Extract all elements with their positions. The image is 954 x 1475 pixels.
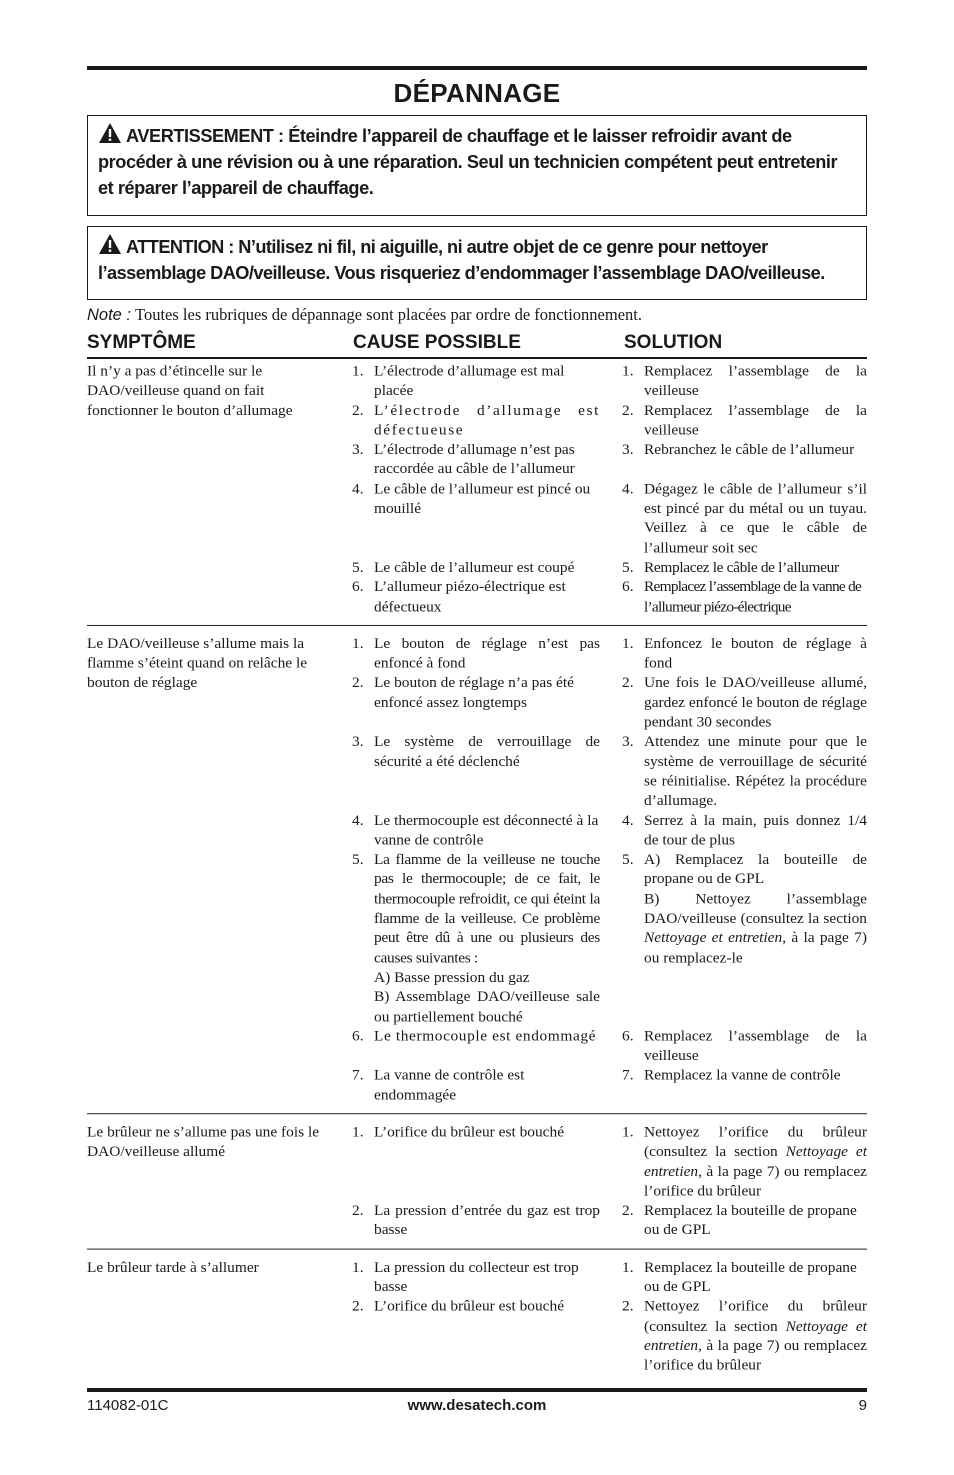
note-text: Toutes les rubriques de dépannage sont placées par ordre de fonctionnement. — [135, 305, 642, 324]
cause-cell: 7. La vanne de contrôle est endommagée — [352, 1067, 525, 1104]
table-row — [87, 733, 867, 812]
cause-cell: 4. Le thermocouple est déconnecté à la vanne de contrôle — [352, 812, 599, 849]
table-row — [87, 558, 867, 578]
header-cause: CAUSE POSSIBLE — [353, 332, 521, 353]
header-solution: SOLUTION — [624, 332, 723, 353]
top-rule — [87, 66, 867, 70]
table-group — [87, 634, 867, 1115]
cause-cell: 1. L’orifice du brûleur est bouché — [352, 1123, 565, 1141]
solution-cell: 7. Remplacez la vanne de contrôle — [622, 1067, 841, 1084]
header-symptom: SYMPTÔME — [87, 332, 196, 353]
warning-box — [87, 115, 867, 216]
solution-cell: 2. Remplacez la bouteille de propane ou de GPL — [622, 1202, 857, 1239]
symptom-cell: Le brûleur tarde à s’allumer — [87, 1259, 259, 1276]
table-group — [87, 361, 867, 626]
document-code: 114082-01C — [87, 1397, 169, 1414]
solution-cell: 1. Enfoncez le bouton de réglage à fond — [622, 635, 867, 672]
solution-cell: 3. Rebranchez le câble de l’allumeur — [622, 441, 855, 458]
table-row — [87, 578, 867, 617]
cause-cell: 2. L’orifice du brûleur est bouché — [352, 1298, 565, 1315]
cause-cell: 3. L’électrode d’allumage n’est pas raccordée au câble de l’allumeur — [352, 441, 575, 478]
cause-cell: 3. Le système de verrouillage de sécurité a été déclenché — [352, 733, 600, 770]
caution-text: ATTENTION : N’utilisez ni fil, ni aiguille, ni autre objet de ce genre pour nettoyer l’assemblage DAO/veilleuse. Vous risqueriez d’endommager l’assemblage DAO/veilleuse. — [98, 237, 825, 283]
page-number: 9 — [858, 1397, 867, 1414]
symptom-cell: Le DAO/veilleuse s’allume mais la flamme s’éteint quand on relâche le bouton de réglage — [87, 635, 308, 692]
cause-cell: 6. Le thermocouple est endommagé — [352, 1027, 597, 1045]
bottom-rule — [87, 1388, 867, 1392]
solution-cell: 5. A) Remplacez la bouteille de propane ou de GPL B) Nettoyez l’assemblage DAO/veilleuse (consultez la section Nettoyage et entretien, à la page 7) ou remplacez-le — [622, 851, 867, 966]
cause-cell: 5. Le câble de l’allumeur est coupé — [352, 559, 575, 576]
warning-triangle-icon — [98, 122, 122, 144]
table-row — [87, 440, 867, 479]
header-rule — [87, 357, 867, 359]
cause-cell: 2. L’électrode d’allumage est défectueuse — [352, 402, 600, 439]
solution-cell: 2. Une fois le DAO/veilleuse allumé, gardez enfoncé le bouton de réglage pendant 30 secondes — [622, 674, 867, 731]
note-label: Note : — [87, 306, 132, 324]
cause-cell: 1. Le bouton de réglage n’est pas enfoncé à fond — [352, 635, 600, 672]
solution-cell: 5. Remplacez le câble de l’allumeur — [622, 559, 839, 576]
cause-cell: 1. L’électrode d’allumage est mal placée — [352, 362, 565, 399]
solution-cell: 2. Nettoyez l’orifice du brûleur (consultez la section Nettoyage et entretien, à la page 7) ou remplacez l’orifice du brûleur — [622, 1298, 867, 1374]
caution-box — [87, 226, 867, 300]
cause-cell: 4. Le câble de l’allumeur est pincé ou mouillé — [352, 480, 591, 517]
cause-cell: 2. Le bouton de réglage n’a pas été enfoncé assez longtemps — [352, 674, 574, 711]
table-row — [87, 1066, 867, 1105]
solution-cell: 2. Remplacez l’assemblage de la veilleuse — [622, 402, 867, 439]
solution-cell: 6. Remplacez l’assemblage de la veilleuse — [622, 1027, 867, 1065]
troubleshooting-table — [87, 361, 867, 1384]
solution-cell: 6. Remplacez l’assemblage de la vanne de l’allumeur piézo-électrique — [622, 578, 862, 615]
solution-cell: 4. Serrez à la main, puis donnez 1/4 de tour de plus — [622, 812, 867, 849]
page-title: DÉPANNAGE — [393, 78, 561, 108]
table-row — [87, 1027, 867, 1066]
cause-cell: 1. La pression du collecteur est trop basse — [352, 1259, 579, 1296]
table-row — [87, 850, 867, 1027]
cause-cell: 6. L’allumeur piézo-électrique est défectueux — [352, 578, 566, 615]
solution-cell: 4. Dégagez le câble de l’allumeur s’il est pincé par du métal ou un tuyau. Veillez à ce que le câble de l’allumeur soit sec — [622, 480, 867, 557]
note — [87, 305, 867, 325]
website-link[interactable]: www.desatech.com — [407, 1397, 547, 1414]
symptom-cell: Il n’y a pas d’étincelle sur le DAO/veilleuse quand on fait fonctionner le bouton d’allumage — [87, 362, 293, 419]
table-group — [87, 1257, 867, 1383]
table-row — [87, 480, 867, 559]
table-row — [87, 1201, 867, 1240]
solution-cell: 1. Remplacez l’assemblage de la veilleuse — [622, 362, 867, 399]
table-row — [87, 1297, 867, 1376]
solution-cell: 1. Nettoyez l’orifice du brûleur (consultez la section Nettoyage et entretien, à la page 7) ou remplacez l’orifice du brûleur — [622, 1123, 867, 1200]
cause-cell: 5. La flamme de la veilleuse ne touche pas le thermocouple; de ce fait, le thermocouple refroidit, ce qui éteint la flamme de la veilleuse. Ce problème peut être dû à une ou plusieurs des causes suivantes : A) Basse pression du gaz B) Assemblage DAO/veilleuse sale ou partiellement bouché — [352, 851, 600, 1025]
cause-cell: 2. La pression d’entrée du gaz est trop basse — [352, 1202, 600, 1239]
symptom-cell: Le brûleur ne s’allume pas une fois le DAO/veilleuse allumé — [87, 1123, 320, 1160]
table-row — [87, 811, 867, 850]
warning-text: AVERTISSEMENT : Éteindre l’appareil de chauffage et le laisser refroidir avant de procéder à une révision ou à une réparation. Seul un technicien compétent peut entretenir et réparer l’appareil de chauffage. — [98, 126, 838, 198]
table-group — [87, 1122, 867, 1249]
solution-cell: 3. Attendez une minute pour que le système de verrouillage de sécurité se réinitialise. Répétez la procédure d’allumage. — [622, 733, 867, 809]
solution-cell: 1. Remplacez la bouteille de propane ou de GPL — [622, 1259, 857, 1296]
caution-triangle-icon — [98, 233, 122, 255]
